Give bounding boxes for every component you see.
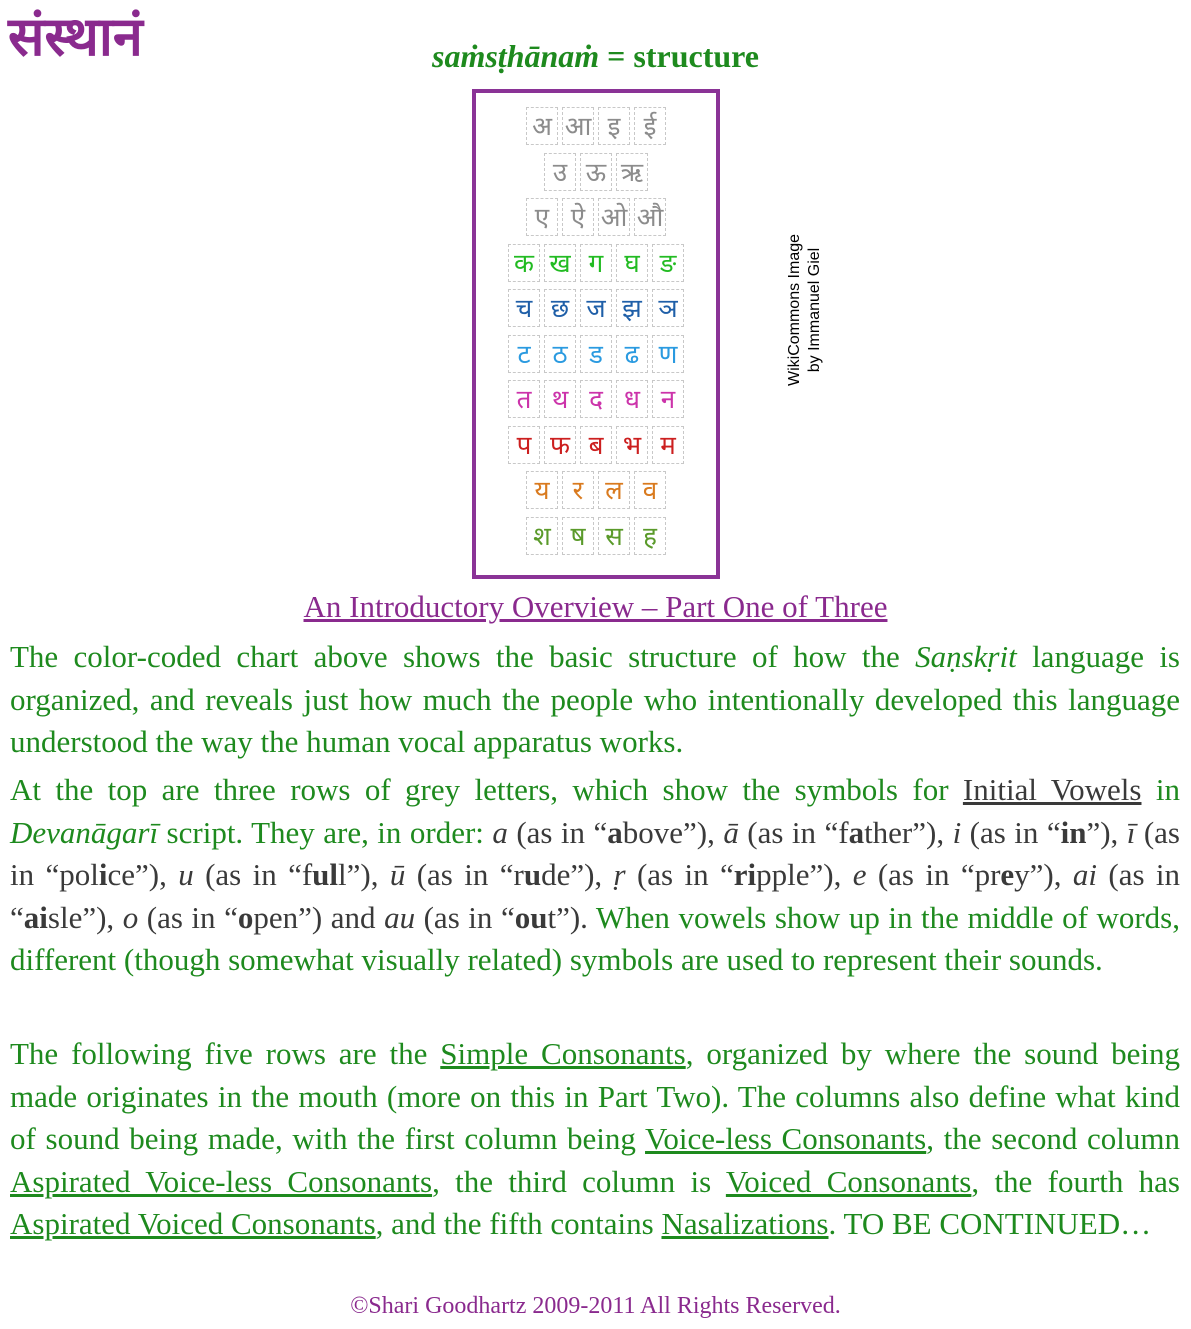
text-run: (as in “ xyxy=(961,814,1061,850)
vowel: e xyxy=(852,857,867,892)
subtitle xyxy=(0,34,1191,78)
chart-letter: श xyxy=(526,517,558,555)
vowel: o xyxy=(122,899,139,935)
chart-letter: ङ xyxy=(652,244,684,282)
vowel: ṛ xyxy=(613,857,626,892)
text-run: ”), xyxy=(1086,814,1127,850)
section-heading: An Introductory Overview – Part One of Three xyxy=(303,589,888,624)
chart-letter: ऐ xyxy=(562,198,594,236)
chart-letter: छ xyxy=(544,289,576,327)
text-run: ce”), xyxy=(107,857,179,892)
chart-letter: ऊ xyxy=(580,153,612,191)
chart-letter: झ xyxy=(616,289,648,327)
text-run: , the third column is xyxy=(432,1163,726,1199)
chart-letter: द xyxy=(580,380,612,418)
vowel: a xyxy=(492,814,508,850)
vowel: ī xyxy=(1126,814,1136,850)
text-run: in xyxy=(1141,772,1180,807)
text-run: script. They are, in order: xyxy=(158,814,493,850)
text-run: At the top are three rows of grey letters, which show the symbols for xyxy=(10,772,963,807)
image-credit-line2: by Immanuel Giel xyxy=(806,247,823,373)
text-run: y”), xyxy=(1014,857,1073,892)
term-voiced-consonants: Voiced Consonants xyxy=(725,1163,972,1199)
chart-letter: ओ xyxy=(598,198,630,236)
chart-letter: ढ xyxy=(616,335,648,373)
vowel-sound: in xyxy=(1060,814,1087,850)
term-simple-consonants: Simple Consonants xyxy=(440,1036,686,1071)
text-run: (as in “pol xyxy=(10,814,1180,892)
chart-row xyxy=(476,198,716,236)
chart-letter: थ xyxy=(544,380,576,418)
text-run: l”), xyxy=(338,857,390,892)
chart-row xyxy=(476,380,716,418)
chart-row xyxy=(476,517,716,555)
chart-letter: म xyxy=(652,426,684,464)
page-title-devanagari: संस्थानं xyxy=(8,5,143,68)
vowel-sound: ai xyxy=(23,899,48,935)
text-run: The color-coded chart above shows the basic structure of how the xyxy=(10,639,916,674)
chart-row xyxy=(476,426,716,464)
vowel: ai xyxy=(1072,857,1097,892)
term-devanagari: Devanāgarī xyxy=(10,814,159,850)
subtitle-meaning: = structure xyxy=(599,38,759,74)
chart-letter: र xyxy=(562,471,594,509)
vowel-sound: e xyxy=(1000,857,1015,892)
vowel-sound: ul xyxy=(312,857,339,892)
text-run: (as in “ xyxy=(138,899,238,935)
chart-letter: औ xyxy=(634,198,666,236)
chart-letter: य xyxy=(526,471,558,509)
text-run: de”), xyxy=(541,857,614,892)
chart-row xyxy=(476,107,716,145)
paragraph-vowels xyxy=(10,769,1180,982)
vowel-sound: u xyxy=(523,857,542,892)
chart-letter: न xyxy=(652,380,684,418)
vowel: ū xyxy=(389,857,406,892)
paragraph-consonants xyxy=(10,1033,1180,1246)
chart-letter: त xyxy=(508,380,540,418)
chart-row xyxy=(476,153,716,191)
text-run: (as in “f xyxy=(193,857,313,892)
term-aspirated-voiced: Aspirated Voiced Consonants xyxy=(10,1206,376,1241)
text-run: (as in “ xyxy=(507,814,608,850)
vowel-sound: a xyxy=(607,814,623,850)
chart-row xyxy=(476,244,716,282)
chart-row xyxy=(476,471,716,509)
term-voiceless-consonants: Voice-less Consonants xyxy=(645,1121,927,1156)
chart-letter: ध xyxy=(616,380,648,418)
paragraph-intro xyxy=(10,636,1180,764)
vowel: i xyxy=(952,814,962,850)
vowel-sound: ou xyxy=(514,899,548,935)
text-run: The following five rows are the xyxy=(10,1036,441,1071)
vowel-sound: ri xyxy=(733,857,757,892)
text-run: (as in “f xyxy=(738,814,849,850)
chart-letter: ञ xyxy=(652,289,684,327)
chart-letter: प xyxy=(508,426,540,464)
chart-letter: घ xyxy=(616,244,648,282)
chart-letter: ब xyxy=(580,426,612,464)
text-run: pen”) and xyxy=(253,899,385,935)
subtitle-transliteration: saṁsṭhānaṁ xyxy=(432,38,600,74)
vowel: u xyxy=(178,857,194,892)
chart-letter: ग xyxy=(580,244,612,282)
text-run: (as in “ xyxy=(10,857,1180,935)
image-credit xyxy=(764,212,846,408)
chart-letter: ड xyxy=(580,335,612,373)
vowel-sound: o xyxy=(237,899,254,935)
chart-letter: च xyxy=(508,289,540,327)
image-credit-line1: WikiCommons Image xyxy=(786,233,803,387)
term-nasalizations: Nasalizations xyxy=(661,1206,829,1241)
chart-letter: आ xyxy=(562,107,594,145)
chart-letter: उ xyxy=(544,153,576,191)
text-run: , organized by where the sound being made originates in the mouth (more on this in Part Two). The columns also define what kind of sound being made, with the first column being xyxy=(10,1036,1180,1156)
vowel: ā xyxy=(723,814,739,850)
text-run: ther”), xyxy=(864,814,953,850)
chart-letter: व xyxy=(634,471,666,509)
term-aspirated-voiceless: Aspirated Voice-less Consonants xyxy=(10,1163,433,1199)
text-run: (as in “ xyxy=(625,857,734,892)
chart-letter: ए xyxy=(526,198,558,236)
chart-letter: ख xyxy=(544,244,576,282)
chart-row xyxy=(476,335,716,373)
chart-letter: ज xyxy=(580,289,612,327)
chart-letter: फ xyxy=(544,426,576,464)
chart-letter: ण xyxy=(652,335,684,373)
vowel: au xyxy=(384,899,416,935)
text-run: bove”), xyxy=(622,814,724,850)
text-run: language is organized, and reveals just how much the people who intentionally developed this language understood the way the human vocal apparatus works. xyxy=(10,639,1180,759)
chart-letter: ऋ xyxy=(616,153,648,191)
chart-letter: भ xyxy=(616,426,648,464)
text-run: (as in “ xyxy=(415,899,515,935)
chart-letter: ट xyxy=(508,335,540,373)
devanagari-chart xyxy=(472,89,720,579)
chart-letter: क xyxy=(508,244,540,282)
text-run: t”). xyxy=(547,899,588,935)
text-run: (as in “r xyxy=(405,857,524,892)
chart-letter: अ xyxy=(526,107,558,145)
text-run: , the fourth has xyxy=(971,1163,1180,1199)
text-run: sle”), xyxy=(47,899,123,935)
term-sanskrit: Saṇskṛit xyxy=(915,639,1017,674)
chart-letter: ठ xyxy=(544,335,576,373)
text-run: pple”), xyxy=(756,857,853,892)
chart-letter: ह xyxy=(634,517,666,555)
vowel-sound: i xyxy=(98,857,108,892)
text-run: When vowels show up in the middle of words, different (though somewhat visually related) symbols are used to represent their sounds. xyxy=(10,899,1180,977)
text-run: (as in “pr xyxy=(866,857,1001,892)
term-initial-vowels: Initial Vowels xyxy=(962,772,1142,807)
chart-letter: ल xyxy=(598,471,630,509)
vowel-sound: a xyxy=(848,814,865,850)
text-run: . TO BE CONTINUED… xyxy=(828,1206,1152,1241)
copyright-notice: ©Shari Goodhartz 2009-2011 All Rights Reserved. xyxy=(350,1293,841,1319)
chart-letter: इ xyxy=(598,107,630,145)
chart-letter: ष xyxy=(562,517,594,555)
text-run: , and the fifth contains xyxy=(375,1206,662,1241)
chart-row xyxy=(476,289,716,327)
chart-letter: ई xyxy=(634,107,666,145)
text-run: , the second column xyxy=(926,1121,1180,1156)
chart-letter: स xyxy=(598,517,630,555)
